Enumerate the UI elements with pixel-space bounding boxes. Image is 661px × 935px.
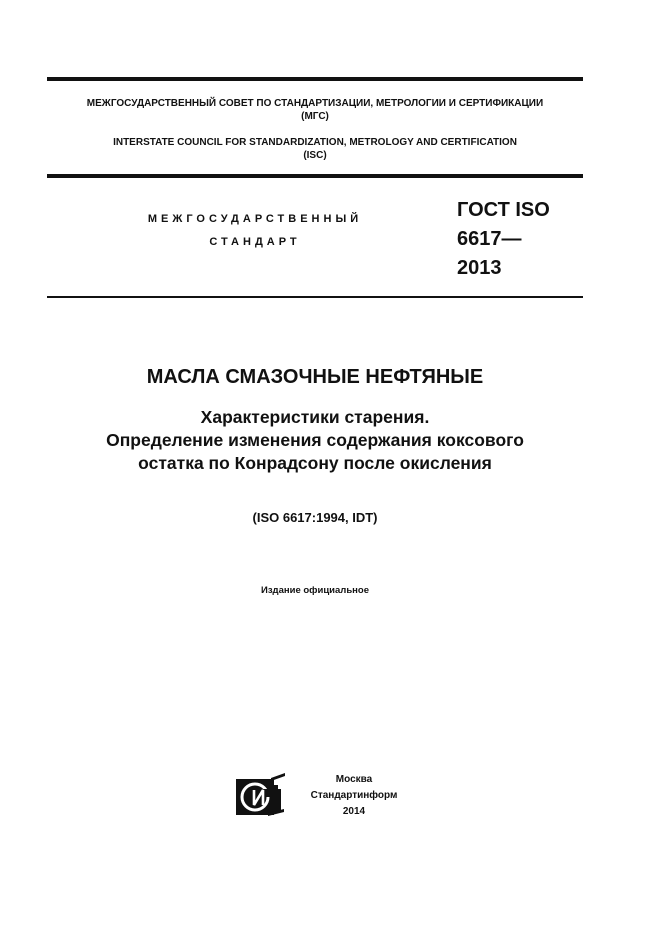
- standard-kind-line2: СТАНДАРТ: [209, 236, 301, 248]
- document-subtitle: [47, 406, 583, 475]
- subtitle-line3: остатка по Конрадсону после окисления: [138, 453, 492, 473]
- standard-number-line2: 6617—: [457, 228, 522, 250]
- council-en-name: INTERSTATE COUNCIL FOR STANDARDIZATION, METROLOGY AND CERTIFICATION: [113, 137, 517, 148]
- council-en-abbr: (ISC): [303, 150, 327, 161]
- subtitle-line1: Характеристики старения.: [200, 407, 430, 427]
- publisher-city: Москва: [335, 774, 373, 785]
- top-rule: [47, 77, 583, 81]
- standard-number-line3: 2013: [457, 257, 502, 279]
- header-bottom-rule: [47, 174, 583, 178]
- standard-kind-line1: МЕЖГОСУДАРСТВЕННЫЙ: [147, 213, 363, 225]
- edition-note: Издание официальное: [261, 585, 369, 596]
- standartinform-logo-icon: [234, 773, 286, 819]
- document-title: МАСЛА СМАЗОЧНЫЕ НЕФТЯНЫЕ: [146, 366, 484, 388]
- standard-kind: [110, 208, 400, 254]
- subtitle-line2: Определение изменения содержания коксового: [106, 430, 524, 450]
- council-ru-name: МЕЖГОСУДАРСТВЕННЫЙ СОВЕТ ПО СТАНДАРТИЗАЦИИ, МЕТРОЛОГИИ И СЕРТИФИКАЦИИ: [86, 98, 544, 109]
- council-ru-block: [47, 97, 583, 123]
- standard-bottom-rule: [47, 296, 583, 298]
- council-en-block: [47, 136, 583, 162]
- council-ru-abbr: (МГС): [301, 111, 329, 122]
- publisher-block: [290, 772, 418, 820]
- iso-reference: (ISO 6617:1994, IDT): [252, 510, 378, 525]
- publisher-name: Стандартинформ: [310, 790, 398, 801]
- standard-number-line1: ГОСТ ISO: [457, 199, 550, 221]
- publisher-year: 2014: [342, 806, 366, 817]
- standard-number: [457, 196, 550, 283]
